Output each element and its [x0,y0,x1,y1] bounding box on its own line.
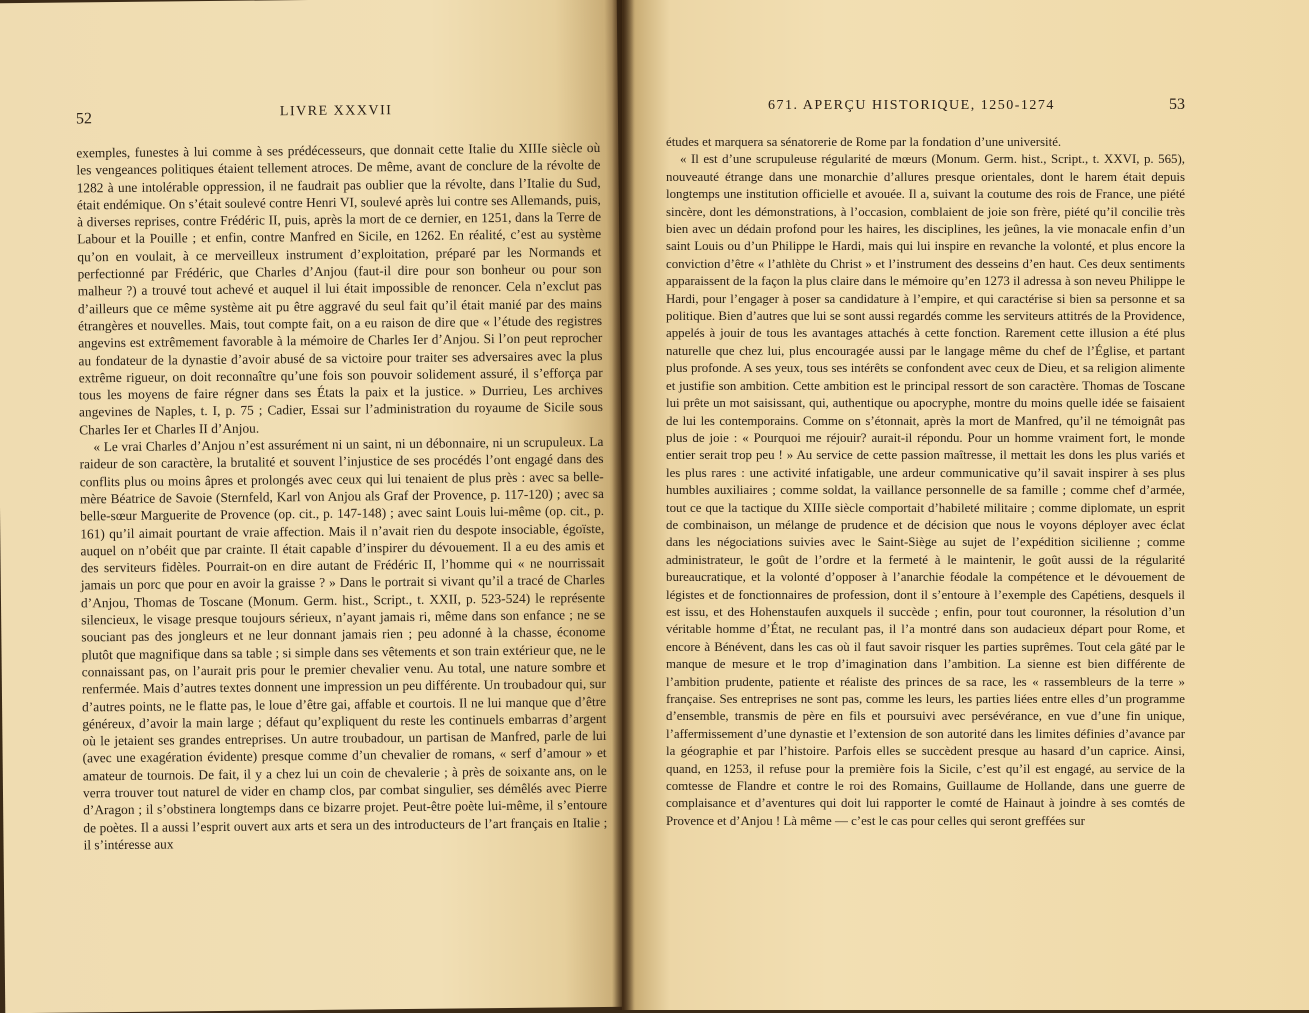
page-number: 53 [1169,96,1185,113]
right-page-body [666,134,1185,830]
running-head: 671. APERÇU HISTORIQUE, 1250-1274 [768,98,1055,113]
right-page [622,0,1309,1010]
paragraph: « Le vrai Charles d’Anjou n’est assurément ni un saint, ni un débonnaire, ni un scrupuleux. La raideur de son caractère, la brutalité et souvent l’injustice de ses procédés l’ont engagé dans des conflits plus ou moins âpres et prolongés avec ceux qui lui tenaient de plus près : avec sa belle-mère Béatrice de Savoie (Sternfeld, Karl von Anjou als Graf der Provence, p. 117-120) ; avec sa belle-sœur Marguerite de Provence (op. cit., p. 147-148) ; avec saint Louis lui-même (op. cit., p. 161) qu’il aimait pourtant de vraie affection. Mais il n’avait rien du despote insociable, égoïste, auquel on n’obéit que par crainte. Il était capable d’inspirer du dévouement. Il a eu des amis et des serviteurs fidèles. Pourrait-on en dire autant de Frédéric II, l’homme qui « ne nourrissait jamais un porc que pour en avoir la graisse ? » Dans le portrait si vivant qu’il a tracé de Charles d’Anjou, Thomas de Toscane (Monum. Germ. hist., Script., t. XXII, p. 523-524) le représente silencieux, le visage presque toujours sérieux, n’ayant jamais ri, même dans son enfance ; ne se souciant pas des jongleurs et ne leur donnant jamais rien ; peu adonné à la chasse, économe plutôt que magnifique dans sa table ; si simple dans ses vêtements et son train extérieur que, ne le connaissant pas, on l’aurait pris pour le premier chevalier venu. Au total, une nature sombre et renfermée. Mais d’autres textes donnent une impression un peu différente. Un troubadour qui, sur d’autres points, ne le flatte pas, le loue d’être gai, affable et courtois. Il ne lui manque que d’être généreux, d’avoir la main large ; défaut qu’expliquent du reste les continuels embarras d’argent où le jetaient ses grandes entreprises. Un autre troubadour, un partisan de Manfred, parle de lui (avec une exagération évidente) presque comme d’un chevalier de romans, « serf d’amour » et amateur de tournois. De fait, il y a chez lui un coin de chevalerie ; à près de soixante ans, on le verra trouver tout naturel de vider en champ clos, par combat singulier, ses démêlés avec Pierre d’Aragon ; il s’obstinera longtemps dans ce bizarre projet. Peut-être poète lui-même, il s’entoure de poètes. Il a aussi l’esprit ouvert aux arts et sera un des introducteurs de l’art français en Italie ; il s’intéresse aux [79,433,608,853]
left-page-body [76,139,607,854]
left-page [0,0,627,1013]
paragraph: exemples, funestes à lui comme à ses prédécesseurs, que donnait cette Italie du XIIIe siècle où les vengeances politiques étaient tellement atroces. De même, avant de conclure de la révolte de 1282 à une intolérable oppression, il ne faudrait pas oublier que la révolte, dans l’Italie du Sud, était endémique. On s’était soulevé contre Henri VI, soulevé après lui contre ses Allemands, puis, à diverses reprises, contre Frédéric II, puis, après la mort de ce dernier, en 1251, dans la Terre de Labour et la Pouille ; et enfin, contre Manfred en Sicile, en 1262. En réalité, c’est au système qu’on en voulait, à ce merveilleux instrument d’exploitation, préparé par les Normands et perfectionné par Frédéric, que Charles d’Anjou (faut-il dire pour son bonheur ou pour son malheur ?) a trouvé tout achevé et auquel il lui était impossible de renoncer. Cela n’exclut pas d’ailleurs que ce même système ait pu être aggravé du seul fait qu’il était manié par des mains étrangères et nouvelles. Mais, tout compte fait, on a eu raison de dire que « l’étude des registres angevins est extrêmement favorable à la mémoire de Charles Ier d’Anjou. Si l’on peut reprocher au fondateur de la dynastie d’avoir abusé de sa victoire pour traiter ses adversaires avec la plus extrême rigueur, on doit reconnaître qu’une fois son pouvoir solidement assuré, il s’efforça par tous les moyens de faire régner dans ses États la paix et la justice. » Durrieu, Les archives angevines de Naples, t. I, p. 75 ; Cadier, Essai sur l’administration du royaume de Sicile sous Charles Ier et Charles II d’Anjou. [76,139,604,438]
paragraph: études et marquera sa sénatorerie de Rome par la fondation d’une université. [666,135,1062,149]
book-gutter [612,0,634,1010]
running-head: LIVRE XXXVII [279,103,393,120]
paragraph: « Il est d’une scrupuleuse régularité de mœurs (Monum. Germ. hist., Script., t. XXVI, p. 565), nouveauté étrange dans une monarchie d’allures presque orientales, dont le harem était depuis longtemps une institution officielle et avouée. Il a, suivant la coutume des rois de France, une piété sincère, dont les démonstrations, à l’occasion, comblaient de joie son frère, piété qu’il concilie très bien avec un dédain profond pour les haires, les disciplines, les jeûnes, la vie monacale enfin d’un saint Louis ou d’un Philippe le Hardi, mais qui lui inspire en revanche la volonté, et plus encore la conviction d’être « l’athlète du Christ » et l’instrument des desseins d’en haut. Ces deux sentiments apparaissent de la façon la plus claire dans le mémoire qu’en 1273 il adressa à son neveu Philippe le Hardi, pour l’engager à poser sa candidature à l’empire, et qui caractérise si bien sa personne et sa politique. Bien d’autres que lui se sont aussi regardés comme les serviteurs attitrés de la Providence, appelés à jouir de tous les avantages attachés à cette fonction. Rarement cette illusion a été plus naturelle que chez lui, plus encouragée aussi par le langage même du chef de l’Église, et partant plus profonde. A ses yeux, tous ses intérêts se confondent avec ceux de Dieu, et sa religion alimente et justifie son ambition. Cette ambition est le principal ressort de son caractère. Thomas de Toscane lui prête un mot saisissant, qui, authentique ou apocryphe, montre du moins quelle idée se faisaient de lui les contemporains. Comme on s’étonnait, après la mort de Manfred, qu’il ne témoignât pas plus de joie : « Pourquoi me réjouir? aurait-il répondu. Pour un homme vraiment fort, le monde entier serait trop peu ! » Au service de cette passion maîtresse, il mettait les dons les plus variés et les plus rares : une activité infatigable, une ardeur communicative qu’il savait inspirer à ses plus humbles auxiliaires ; comme soldat, la vaillance personnelle de sa famille ; comme chef d’armée, tout ce que la tactique du XIIIe siècle comportait d’habileté militaire ; comme diplomate, un esprit de combinaison, un mélange de prudence et de décision que nous le voyons déployer avec éclat dans les négociations suivies avec le Saint-Siège au sujet de l’expédition sicilienne ; comme administrateur, le goût de l’ordre et la fermeté à le maintenir, le goût aussi de la régularité bureaucratique, et la volonté d’opposer à l’anarchie féodale la compétence et le dévouement de légistes et de fonctionnaires de profession, dont il s’entoure à l’exemple des Capétiens, desquels il est issu, et des Hohenstaufen auxquels il succède ; enfin, pour tout couronner, la résolution d’un véritable homme d’État, ne reculant pas, il l’a montré dans son audacieux départ pour Rome, et encore à Bénévent, dans les cas où il faut savoir risquer les parties suprêmes. Tout cela gâté par le manque de mesure et le trop d’imagination dans l’ambition. La sienne est bien différente de l’ambition prudente, patiente et réaliste des princes de sa race, les « rassembleurs de la terre » française. Ses entreprises ne sont pas, comme les leurs, les parties liées entre elles d’un programme d’ensemble, transmis de père en fils et poursuivi avec persévérance, en vue d’une fin unique, l’affermissement d’une dynastie et l’extension de son autorité dans les limites définies d’avance par la géographie et par l’histoire. Parfois elles se succèdent presque au hasard d’un caprice. Ainsi, quand, en 1253, il refuse pour la première fois la Sicile, c’est qu’il est engagé, au service de la comtesse de Flandre et contre le roi des Romains, Guillaume de Hollande, dans une guerre de complaisance et d’aventures qui doit lui rapporter le comté de Hainaut à joindre à ses comtés de Provence et d’Anjou ! Là même — c’est le cas pour celles qui seront greffées sur [666,152,1185,828]
page-number: 52 [75,110,93,128]
right-page-header [666,96,1185,124]
left-page-header [76,101,600,134]
